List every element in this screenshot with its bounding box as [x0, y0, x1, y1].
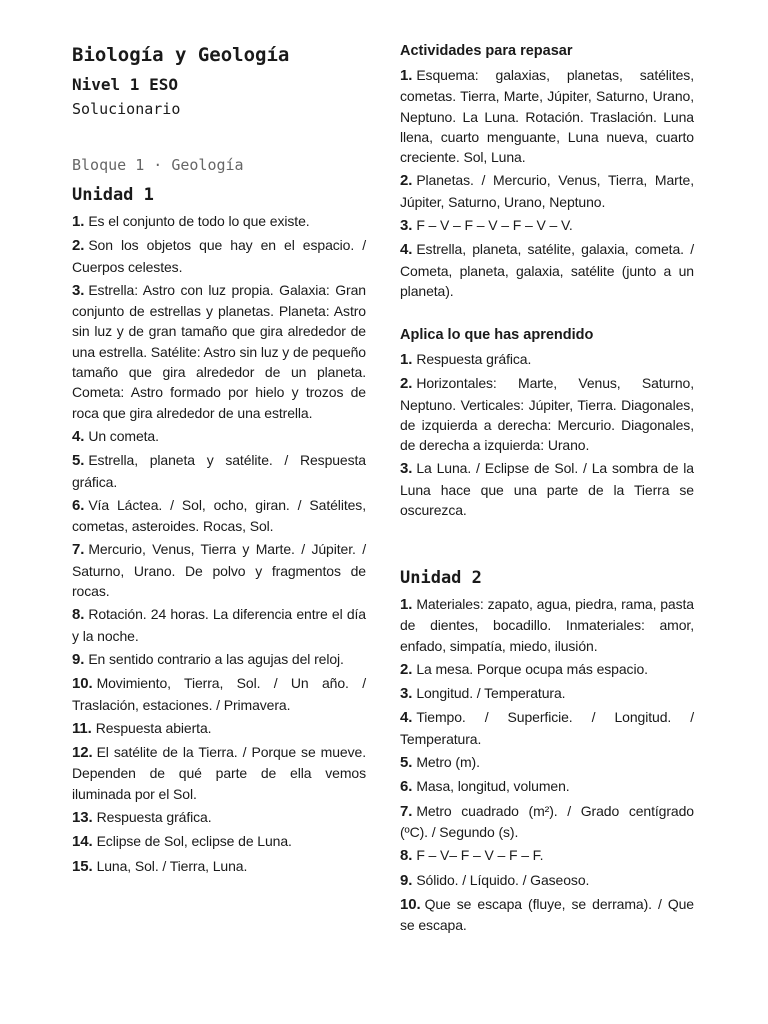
answer-number: 2.: [400, 660, 413, 678]
answer-number: 5.: [400, 754, 413, 772]
answer-text: Son los objetos que hay en el espacio. / Cuerpos celestes.: [72, 237, 366, 275]
answer-item: [400, 659, 694, 680]
apply-answer-list: [400, 349, 694, 523]
answer-item: [72, 807, 366, 828]
answer-number: 13.: [72, 809, 93, 827]
answer-item: [400, 870, 694, 891]
answer-text: La mesa. Porque ocupa más espacio.: [416, 660, 648, 677]
answer-item: [72, 604, 366, 646]
answer-item: [72, 450, 366, 492]
answer-item: [400, 683, 694, 704]
answer-item: [72, 280, 366, 423]
answer-number: 2.: [72, 237, 85, 255]
answer-text: Masa, longitud, volumen.: [416, 778, 570, 795]
answer-text: Eclipse de Sol, eclipse de Luna.: [96, 833, 292, 850]
answer-number: 4.: [72, 427, 85, 445]
answer-number: 12.: [72, 744, 93, 762]
answer-text: Mercurio, Venus, Tierra y Marte. / Júpiter. / Saturno, Urano. De polvo y fragmentos de rocas.: [72, 541, 366, 600]
answer-text: Metro (m).: [416, 754, 480, 771]
answer-item: [72, 856, 366, 877]
answer-text: El satélite de la Tierra. / Porque se mueve. Dependen de qué parte de ella vemos iluminada por el Sol.: [72, 744, 366, 802]
answer-text: Tiempo. / Superficie. / Longitud. / Temperatura.: [400, 709, 694, 747]
answer-text: Estrella, planeta y satélite. / Respuesta gráfica.: [72, 452, 366, 490]
answer-text: Luna, Sol. / Tierra, Luna.: [96, 857, 248, 874]
answer-text: En sentido contrario a las agujas del reloj.: [88, 650, 344, 667]
apply-heading: Aplica lo que has aprendido: [400, 327, 594, 343]
answer-text: Sólido. / Líquido. / Gaseoso.: [416, 871, 590, 888]
answer-text: Que se escapa (fluye, se derrama). / Que se escapa.: [400, 895, 694, 934]
level-title: Nivel 1 ESO: [72, 75, 178, 94]
answer-item: [72, 235, 366, 277]
answer-text: Un cometa.: [88, 427, 159, 444]
answer-text: Vía Láctea. / Sol, ocho, giran. / Satélites, cometas, asteroides. Rocas, Sol.: [72, 496, 366, 535]
answer-item: [400, 65, 694, 167]
answer-number: 10.: [72, 675, 93, 693]
answer-text: Horizontales: Marte, Venus, Saturno, Neptuno. Verticales: Júpiter, Tierra. Diagonales, de izquierda a derecha: Mercurio. Diagonales, de derecha a izquierda: Urano.: [400, 375, 694, 454]
answer-item: [72, 649, 366, 670]
unit1-heading: Unidad 1: [72, 185, 154, 205]
answer-item: [72, 211, 366, 232]
block-heading: Bloque 1 · Geología: [72, 156, 244, 174]
answer-item: [400, 801, 694, 843]
answer-number: 8.: [72, 606, 85, 624]
answer-item: [72, 539, 366, 601]
answer-number: 1.: [400, 67, 413, 84]
answer-number: 6.: [72, 496, 85, 514]
answer-number: 11.: [72, 719, 92, 737]
answer-number: 1.: [400, 596, 413, 613]
subject-title: Biología y Geología: [72, 44, 290, 66]
answer-number: 2.: [400, 375, 413, 393]
answer-text: Metro cuadrado (m²). / Grado centígrado (ºC). / Segundo (s).: [400, 802, 694, 840]
answer-text: Longitud. / Temperatura.: [416, 685, 566, 702]
answer-number: 6.: [400, 778, 413, 796]
answer-number: 8.: [400, 847, 413, 865]
answer-text: La Luna. / Eclipse de Sol. / La sombra de la Luna hace que una parte de la Tierra se oscurezca.: [400, 460, 694, 519]
answer-number: 2.: [400, 172, 413, 190]
answer-text: Respuesta gráfica.: [96, 809, 212, 826]
answer-number: 7.: [400, 802, 413, 820]
answer-number: 4.: [400, 709, 413, 727]
answer-item: [400, 215, 694, 236]
answer-text: Rotación. 24 horas. La diferencia entre el día y la noche.: [72, 606, 366, 644]
answer-text: F – V – F – V – F – V – V.: [416, 217, 573, 234]
answer-item: [400, 752, 694, 773]
answer-number: 3.: [72, 281, 85, 299]
answer-number: 9.: [400, 871, 413, 889]
review-answer-list: [400, 65, 694, 304]
answer-number: 1.: [72, 213, 85, 230]
answer-number: 15.: [72, 857, 93, 875]
answer-item: [72, 495, 366, 537]
answer-text: Materiales: zapato, agua, piedra, rama, pasta de dientes, bocadillo. Inmateriales: amor, enfado, simpatía, miedo, ilusión.: [400, 596, 694, 654]
answer-item: [400, 373, 694, 455]
answer-item: [400, 594, 694, 656]
answer-item: [400, 707, 694, 749]
answer-text: Esquema: galaxias, planetas, satélites, cometas. Tierra, Marte, Júpiter, Saturno, Urano, Neptuno. La Luna. Rotación. Traslación. Luna llena, cuarto menguante, Luna nueva, cuarto creciente. Sol, Luna.: [400, 67, 694, 166]
answer-item: [400, 894, 694, 936]
review-heading: Actividades para repasar: [400, 43, 573, 59]
answer-number: 3.: [400, 685, 413, 703]
answer-item: [400, 239, 694, 301]
answer-number: 3.: [400, 217, 413, 235]
answer-text: Respuesta gráfica.: [416, 351, 532, 367]
answer-text: F – V– F – V – F – F.: [416, 847, 544, 864]
answer-item: [400, 845, 694, 866]
answer-number: 3.: [400, 460, 413, 478]
answer-item: [400, 776, 694, 797]
answer-item: [72, 742, 366, 804]
answer-text: Planetas. / Mercurio, Venus, Tierra, Marte, Júpiter, Saturno, Urano, Neptuno.: [400, 172, 694, 210]
answer-number: 14.: [72, 833, 93, 851]
answer-text: Estrella, planeta, satélite, galaxia, cometa. / Cometa, planeta, galaxia, satélite (junto a un planeta).: [400, 241, 694, 299]
answer-item: [400, 458, 694, 520]
unit2-answer-list: [400, 594, 694, 938]
answer-item: [72, 831, 366, 852]
answer-text: Movimiento, Tierra, Sol. / Un año. / Traslación, estaciones. / Primavera.: [72, 675, 366, 713]
answer-number: 1.: [400, 351, 413, 368]
answer-text: Es el conjunto de todo lo que existe.: [88, 213, 310, 229]
answer-number: 5.: [72, 452, 85, 470]
unit1-answer-list: [72, 211, 366, 880]
doc-type: Solucionario: [72, 100, 181, 118]
answer-item: [72, 718, 366, 739]
answer-number: 10.: [400, 895, 421, 913]
unit2-heading: Unidad 2: [400, 568, 482, 588]
answer-item: [72, 673, 366, 715]
answer-text: Respuesta abierta.: [95, 719, 212, 736]
answer-item: [400, 170, 694, 212]
answer-item: [400, 349, 694, 370]
answer-number: 7.: [72, 541, 85, 559]
answer-text: Estrella: Astro con luz propia. Galaxia: Gran conjunto de estrellas y planetas. Planeta: Astro sin luz y de gran tamaño que gira alrededor de una estrella. Satélite: Astro sin luz y de pequeño tamaño que gira alrededor de un planeta. Cometa: Astro formado por hielo y trozos de roca que gira alrededor de una estrella.: [72, 281, 366, 421]
answer-item: [72, 426, 366, 447]
answer-number: 4.: [400, 241, 413, 259]
answer-number: 9.: [72, 650, 85, 668]
